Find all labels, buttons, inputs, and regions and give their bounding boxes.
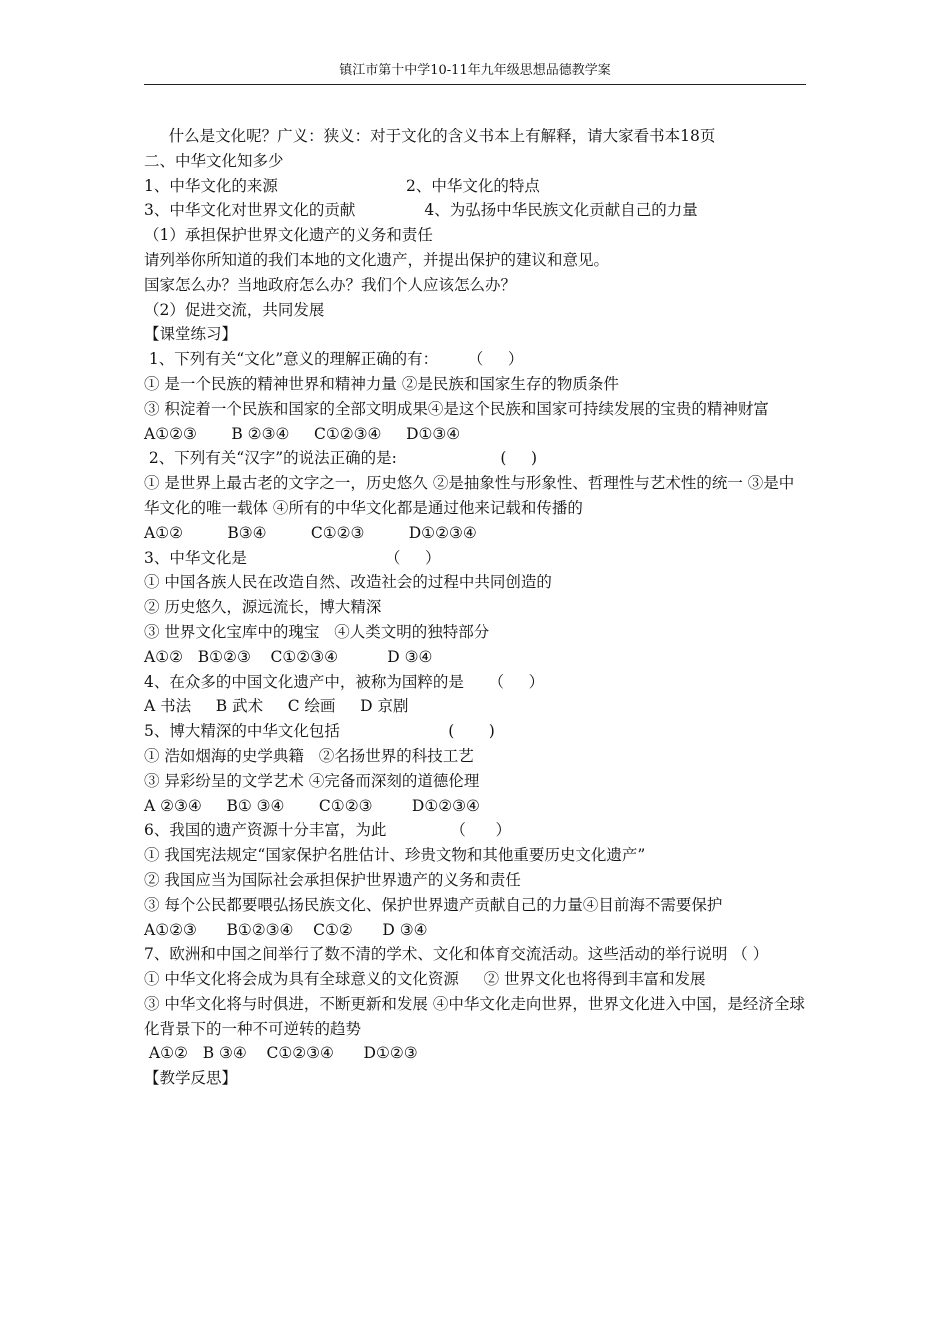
option-line: ① 中华文化将会成为具有全球意义的文化资源 ② 世界文化也将得到丰富和发展 <box>144 970 706 989</box>
answer-choices: A①② B ③④ C①②③④ D①②③ <box>144 1044 418 1063</box>
option-line: ③ 中华文化将与时俱进，不断更新和发展 ④中华文化走向世界，世界文化进入中国，是经济全球化背景下的一种不可逆转的趋势 <box>144 994 805 1038</box>
answer-choices: A①② B①②③ C①②③④ D ③④ <box>144 647 433 666</box>
option-line: ③ 世界文化宝库中的瑰宝 ④人类文明的独特部分 <box>144 622 490 641</box>
answer-choices: A①②③ B①②③④ C①② D ③④ <box>144 920 428 939</box>
option-line: ① 我国宪法规定“国家保护名胜估计、珍贵文物和其他重要历史文化遗产” <box>144 846 646 865</box>
option-line: ① 中国各族人民在改造自然、改造社会的过程中共同创造的 <box>144 573 552 592</box>
intro-line: 什么是文化呢？广义：狭义：对于文化的含义书本上有解释，请大家看书本18页 <box>144 127 716 145</box>
header-rule <box>144 84 806 85</box>
question-text: 3、中华文化是 （ ） <box>144 548 441 567</box>
option-line: ③ 积淀着一个民族和国家的全部文明成果④是这个民族和国家可持续发展的宝贵的精神财富 <box>144 399 769 418</box>
option-line: ③ 异彩纷呈的文学艺术 ④完备而深刻的道德伦理 <box>144 771 480 790</box>
topic-line: 1、中华文化的来源 2、中华文化的特点 <box>144 176 540 195</box>
option-line: ② 我国应当为国际社会承担保护世界遗产的义务和责任 <box>144 870 521 889</box>
option-line: ① 是世界上最古老的文字之一，历史悠久 ②是抽象性与形象性、哲理性与艺术性的统一 ③是中华文化的唯一载体 ④所有的中华文化都是通过他来记载和传播的 <box>144 474 795 517</box>
question-text: 4、在众多的中国文化遗产中，被称为国粹的是 （ ） <box>144 672 545 691</box>
prompt-line: 请列举你所知道的我们本地的文化遗产，并提出保护的建议和意见。 <box>144 250 610 269</box>
page-header: 镇江市第十中学10-11年九年级思想品德教学案 <box>339 63 611 78</box>
sub-point: （1）承担保护世界文化遗产的义务和责任 <box>144 226 433 245</box>
answer-choices: A①②③ B ②③④ C①②③④ D①③④ <box>144 424 461 443</box>
answer-choices: A ②③④ B① ③④ C①②③ D①②③④ <box>144 796 480 815</box>
section-heading: 【教学反思】 <box>144 1069 238 1088</box>
question-text: 5、博大精深的中华文化包括 ( ) <box>144 722 495 741</box>
topic-line: 3、中华文化对世界文化的贡献 4、为弘扬中华民族文化贡献自己的力量 <box>144 201 698 220</box>
option-line: ① 是一个民族的精神世界和精神力量 ②是民族和国家生存的物质条件 <box>144 374 619 393</box>
section-heading: 【课堂练习】 <box>144 325 238 344</box>
question-text: 2、下列有关“汉字”的说法正确的是: ( ) <box>144 449 538 468</box>
question-text: 7、欧洲和中国之间举行了数不清的学术、文化和体育交流活动。这些活动的举行说明 （ ） <box>144 945 769 964</box>
answer-choices: A 书法 B 武术 C 绘画 D 京剧 <box>144 697 409 716</box>
section-heading: 二、中华文化知多少 <box>144 151 284 170</box>
question-text: 1、下列有关“文化”意义的理解正确的有： （ ） <box>144 350 524 369</box>
document-body <box>144 124 808 1091</box>
sub-point: （2）促进交流，共同发展 <box>144 300 325 319</box>
prompt-line: 国家怎么办？当地政府怎么办？我们个人应该怎么办？ <box>144 275 517 294</box>
question-text: 6、我国的遗产资源十分丰富，为此 （ ） <box>144 821 511 840</box>
answer-choices: A①② B③④ C①②③ D①②③④ <box>144 523 477 542</box>
option-line: ③ 每个公民都要喂弘扬民族文化、保护世界遗产贡献自己的力量④目前海不需要保护 <box>144 895 723 914</box>
option-line: ② 历史悠久，源远流长，博大精深 <box>144 598 382 617</box>
option-line: ① 浩如烟海的史学典籍 ②名扬世界的科技工艺 <box>144 746 474 765</box>
